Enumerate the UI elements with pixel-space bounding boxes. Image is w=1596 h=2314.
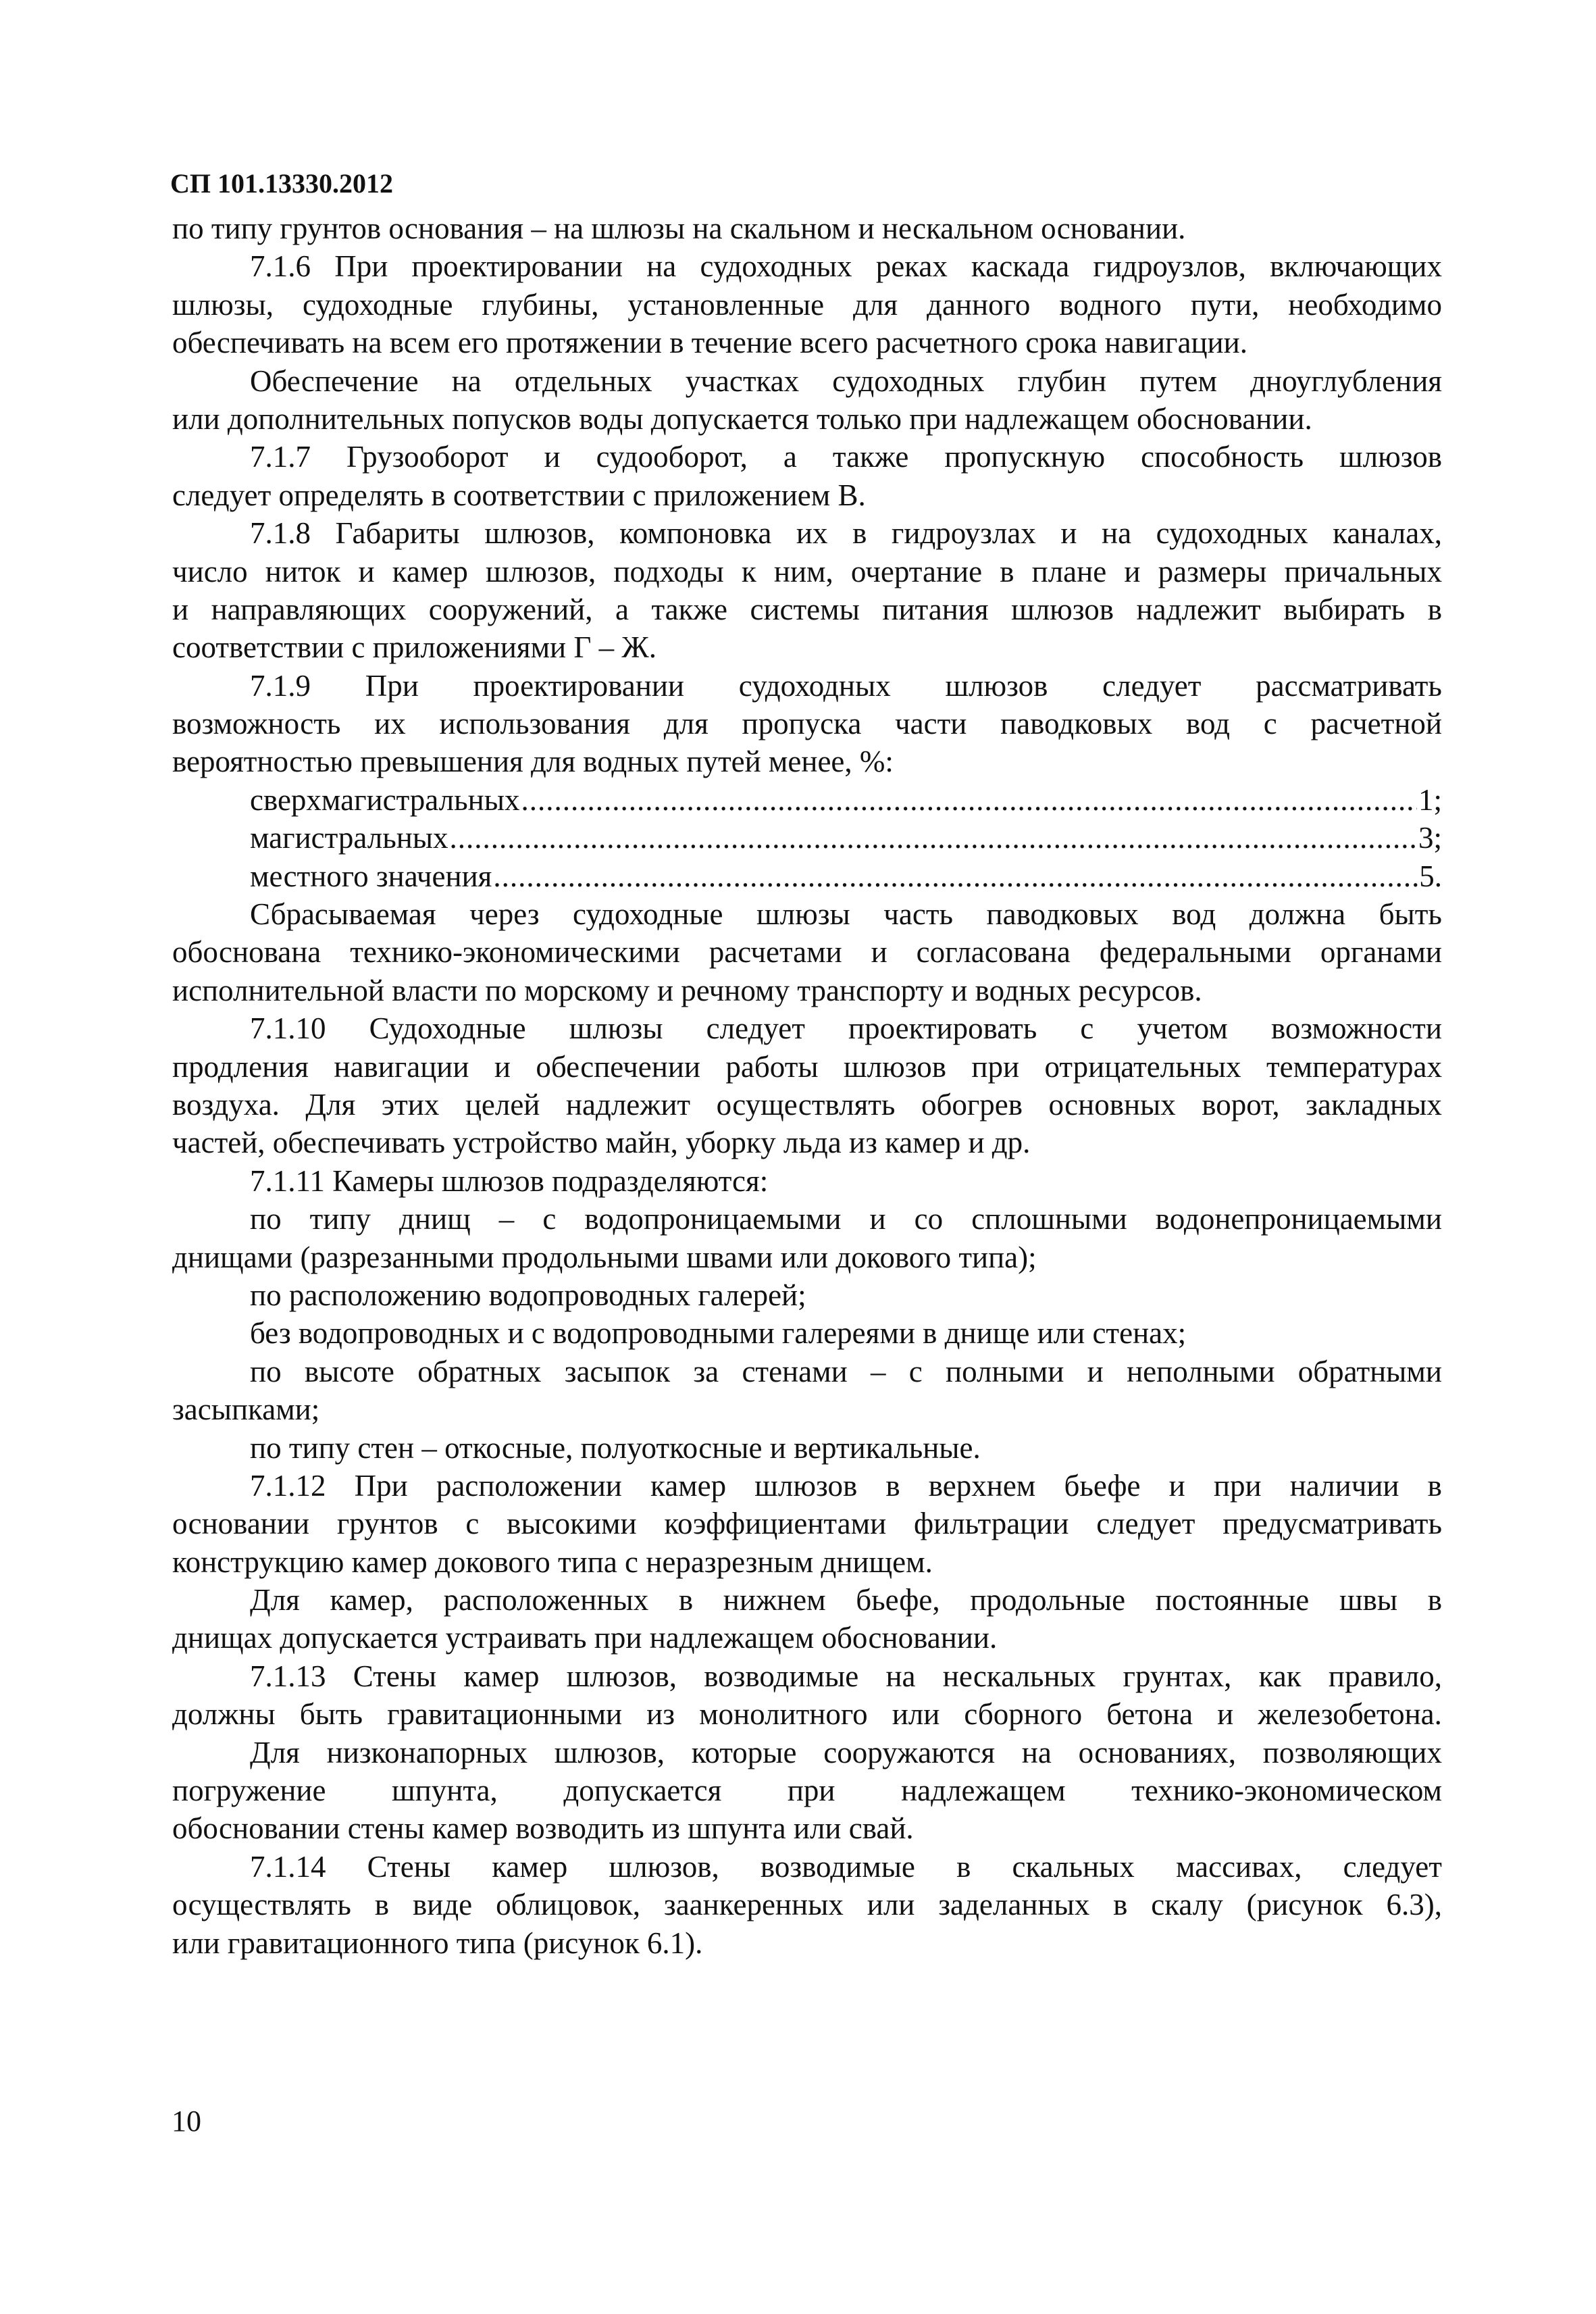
text-line: погружение шпунта, допускается при надлежащем технико-экономическом [172, 1774, 1442, 1808]
probability-list-item: магистральных ..... 3; [172, 819, 1442, 857]
text-line: осуществлять в виде облицовок, заанкеренных или заделанных в скалу (рисунок 6.3), [172, 1888, 1442, 1922]
clause-7-1-12-line: 7.1.12 При расположении камер шлюзов в верхнем бьефе и при наличии в [250, 1468, 1442, 1503]
page-number: 10 [172, 2105, 201, 2138]
clause-7-1-7-line: 7.1.7 Грузооборот и судооборот, а также пропускную способность шлюзов [250, 440, 1442, 474]
text-line: возможность их использования для пропуска части паводковых вод с расчетной [172, 707, 1442, 741]
clause-7-1-11-line: 7.1.11 Камеры шлюзов подразделяются: [250, 1163, 769, 1198]
text-line: или гравитационного типа (рисунок 6.1). [172, 1926, 703, 1960]
probability-list-item: местного значения ..... 5. [172, 857, 1442, 895]
text-line: по типу стен – откосные, полуоткосные и вертикальные. [250, 1430, 981, 1465]
text-line: соответствии с приложениями Г – Ж. [172, 630, 657, 665]
text-line: следует определять в соответствии с приложением В. [172, 478, 866, 512]
dot-leader [450, 819, 1417, 857]
text-line: и направляющих сооружений, а также системы питания шлюзов надлежит выбирать в [172, 592, 1442, 626]
text-line: без водопроводных и с водопроводными галереями в днище или стенах; [250, 1316, 1187, 1351]
text-line: засыпками; [172, 1392, 320, 1427]
text-line: днищами (разрезанными продольными швами или докового типа); [172, 1240, 1037, 1274]
dot-leader [521, 781, 1417, 819]
text-line: конструкцию камер докового типа с неразрезным днищем. [172, 1544, 933, 1579]
probability-list-item: сверхмагистральных ..... 1; [172, 781, 1442, 819]
text-line: или дополнительных попусков воды допускается только при надлежащем обосновании. [172, 401, 1312, 436]
text-line: частей, обеспечивать устройство майн, уборку льда из камер и др. [172, 1126, 1031, 1160]
clause-7-1-14-line: 7.1.14 Стены камер шлюзов, возводимые в скальных массивах, следует [250, 1849, 1442, 1884]
dot-leader [493, 857, 1418, 895]
text-line: должны быть гравитационными из монолитного или сборного бетона и железобетона. [172, 1697, 1442, 1732]
text-line: исполнительной власти по морскому и речному транспорту и водных ресурсов. [172, 973, 1202, 1007]
text-line: обосновании стены камер возводить из шпунта или свай. [172, 1811, 914, 1846]
text-line: продления навигации и обеспечении работы шлюзов при отрицательных температурах [172, 1049, 1442, 1084]
document-body [172, 209, 1442, 1962]
text-line: Сбрасываемая через судоходные шлюзы часть паводковых вод должна быть [250, 897, 1442, 932]
text-line: обоснована технико-экономическими расчетами и согласована федеральными органами [172, 935, 1442, 970]
clause-7-1-9-line: 7.1.9 При проектировании судоходных шлюзов следует рассматривать [250, 668, 1442, 703]
text-line: по типу днищ – с водопроницаемыми и со сплошными водонепроницаемыми [250, 1202, 1442, 1236]
text-line: воздуха. Для этих целей надлежит осуществлять обогрев основных ворот, закладных [172, 1087, 1442, 1122]
clause-7-1-10-line: 7.1.10 Судоходные шлюзы следует проектировать с учетом возможности [250, 1011, 1442, 1046]
text-line: по типу грунтов основания – на шлюзы на скальном и нескальном основании. [172, 211, 1186, 245]
text-line: Для низконапорных шлюзов, которые сооружаются на основаниях, позволяющих [250, 1735, 1442, 1769]
clause-7-1-8-line: 7.1.8 Габариты шлюзов, компоновка их в гидроузлах и на судоходных каналах, [250, 516, 1442, 551]
text-line: основании грунтов с высокими коэффициентами фильтрации следует предусматривать [172, 1507, 1442, 1541]
text-line: обеспечивать на всем его протяжении в течение всего расчетного срока навигации. [172, 326, 1247, 360]
document-code: СП 101.13330.2012 [170, 168, 393, 199]
clause-7-1-13-line: 7.1.13 Стены камер шлюзов, возводимые на нескальных грунтах, как правило, [250, 1659, 1442, 1693]
text-line: шлюзы, судоходные глубины, установленные для данного водного пути, необходимо [172, 287, 1442, 322]
text-line: число ниток и камер шлюзов, подходы к ним, очертание в плане и размеры причальных [172, 554, 1442, 588]
text-line: Обеспечение на отдельных участках судоходных глубин путем дноуглубления [250, 363, 1442, 398]
clause-7-1-6-line: 7.1.6 При проектировании на судоходных реках каскада гидроузлов, включающих [250, 249, 1442, 284]
text-line: по расположению водопроводных галерей; [250, 1278, 806, 1312]
text-line: вероятностью превышения для водных путей менее, %: [172, 745, 894, 779]
text-line: Для камер, расположенных в нижнем бьефе, продольные постоянные швы в [250, 1583, 1442, 1617]
text-line: днищах допускается устраивать при надлежащем обосновании. [172, 1621, 998, 1655]
text-line: по высоте обратных засыпок за стенами – с полными и неполными обратными [250, 1354, 1442, 1388]
